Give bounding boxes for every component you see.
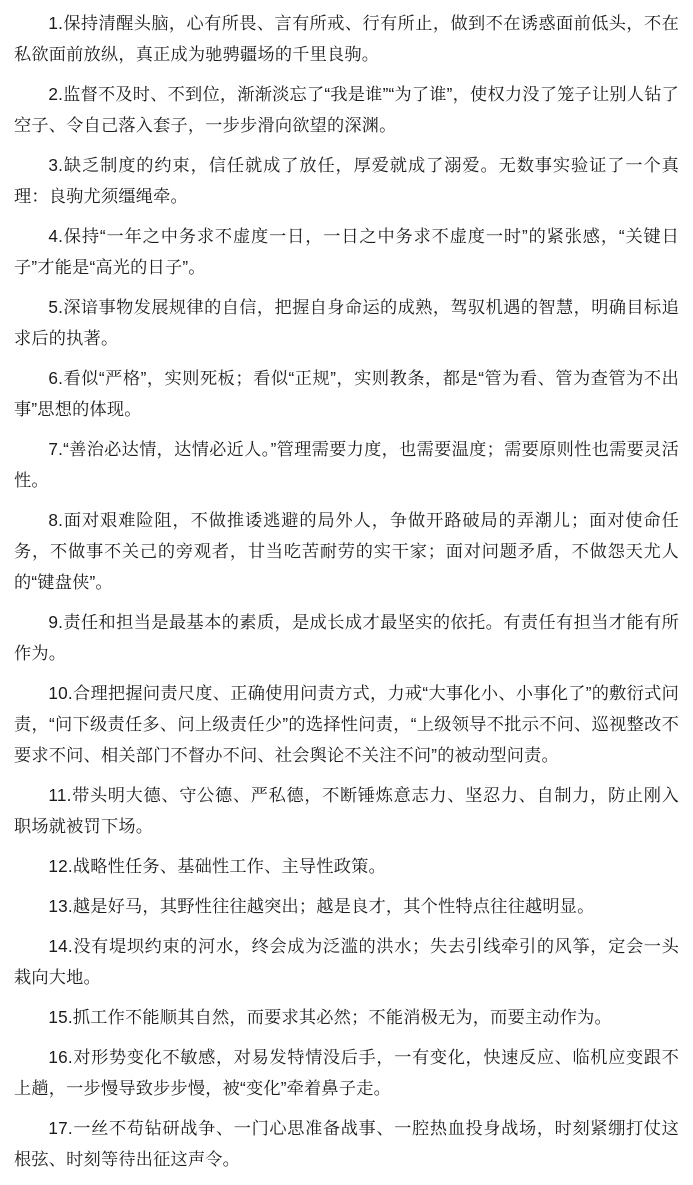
paragraph: 6.看似“严格”，实则死板；看似“正规”，实则教条，都是“管为看、管为查管为不出事”思想的体现。 <box>14 368 679 419</box>
paragraph: 8.面对艰难险阻，不做推诿逃避的局外人，争做开路破局的弄潮儿；面对使命任务，不做事不关己的旁观者，甘当吃苦耐劳的实干家；面对问题矛盾，不做怨天尤人的“键盘侠”。 <box>14 510 679 592</box>
paragraph: 10.合理把握问责尺度、正确使用问责方式，力戒“大事化小、小事化了”的敷衍式问责，“问下级责任多、问上级责任少”的选择性问责，“上级领导不批示不问、巡视整改不要求不问、相关部门不督办不问、社会舆论不关注不问”的被动型问责。 <box>14 683 679 765</box>
paragraph: 17.一丝不苟钻研战争、一门心思准备战事、一腔热血投身战场，时刻紧绷打仗这根弦、时刻等待出征这声令。 <box>14 1118 679 1169</box>
paragraph: 5.深谙事物发展规律的自信，把握自身命运的成熟，驾驭机遇的智慧，明确目标追求后的执著。 <box>14 297 679 348</box>
paragraph: 4.保持“一年之中务求不虚度一日，一日之中务求不虚度一时”的紧张感，“关键日子”才能是“高光的日子”。 <box>14 226 679 277</box>
paragraph: 9.责任和担当是最基本的素质，是成长成才最坚实的依托。有责任有担当才能有所作为。 <box>14 612 679 663</box>
paragraph: 7.“善治必达情，达情必近人。”管理需要力度，也需要温度；需要原则性也需要灵活性。 <box>14 439 679 490</box>
paragraph: 3.缺乏制度的约束，信任就成了放任，厚爱就成了溺爱。无数事实验证了一个真理：良驹尤须缰绳牵。 <box>14 155 679 206</box>
paragraph: 1.保持清醒头脑，心有所畏、言有所戒、行有所止，做到不在诱惑面前低头，不在私欲面前放纵，真正成为驰骋疆场的千里良驹。 <box>14 13 679 64</box>
paragraph: 16.对形势变化不敏感，对易发特情没后手，一有变化，快速反应、临机应变跟不上趟，一步慢导致步步慢，被“变化”牵着鼻子走。 <box>14 1047 679 1098</box>
paragraph: 11.带头明大德、守公德、严私德，不断锤炼意志力、坚忍力、自制力，防止刚入职场就被罚下场。 <box>14 785 679 836</box>
paragraph: 15.抓工作不能顺其自然，而要求其必然；不能消极无为，而要主动作为。 <box>48 1007 612 1027</box>
paragraph: 2.监督不及时、不到位，渐渐淡忘了“我是谁”“为了谁”，使权力没了笼子让别人钻了空子、令自己落入套子，一步步滑向欲望的深渊。 <box>14 84 679 135</box>
paragraph: 12.战略性任务、基础性工作、主导性政策。 <box>48 856 386 876</box>
paragraph: 13.越是好马，其野性往往越突出；越是良才，其个性特点往往越明显。 <box>48 896 595 916</box>
paragraph: 14.没有堤坝约束的河水，终会成为泛滥的洪水；失去引线牵引的风筝，定会一头栽向大地。 <box>14 936 679 987</box>
